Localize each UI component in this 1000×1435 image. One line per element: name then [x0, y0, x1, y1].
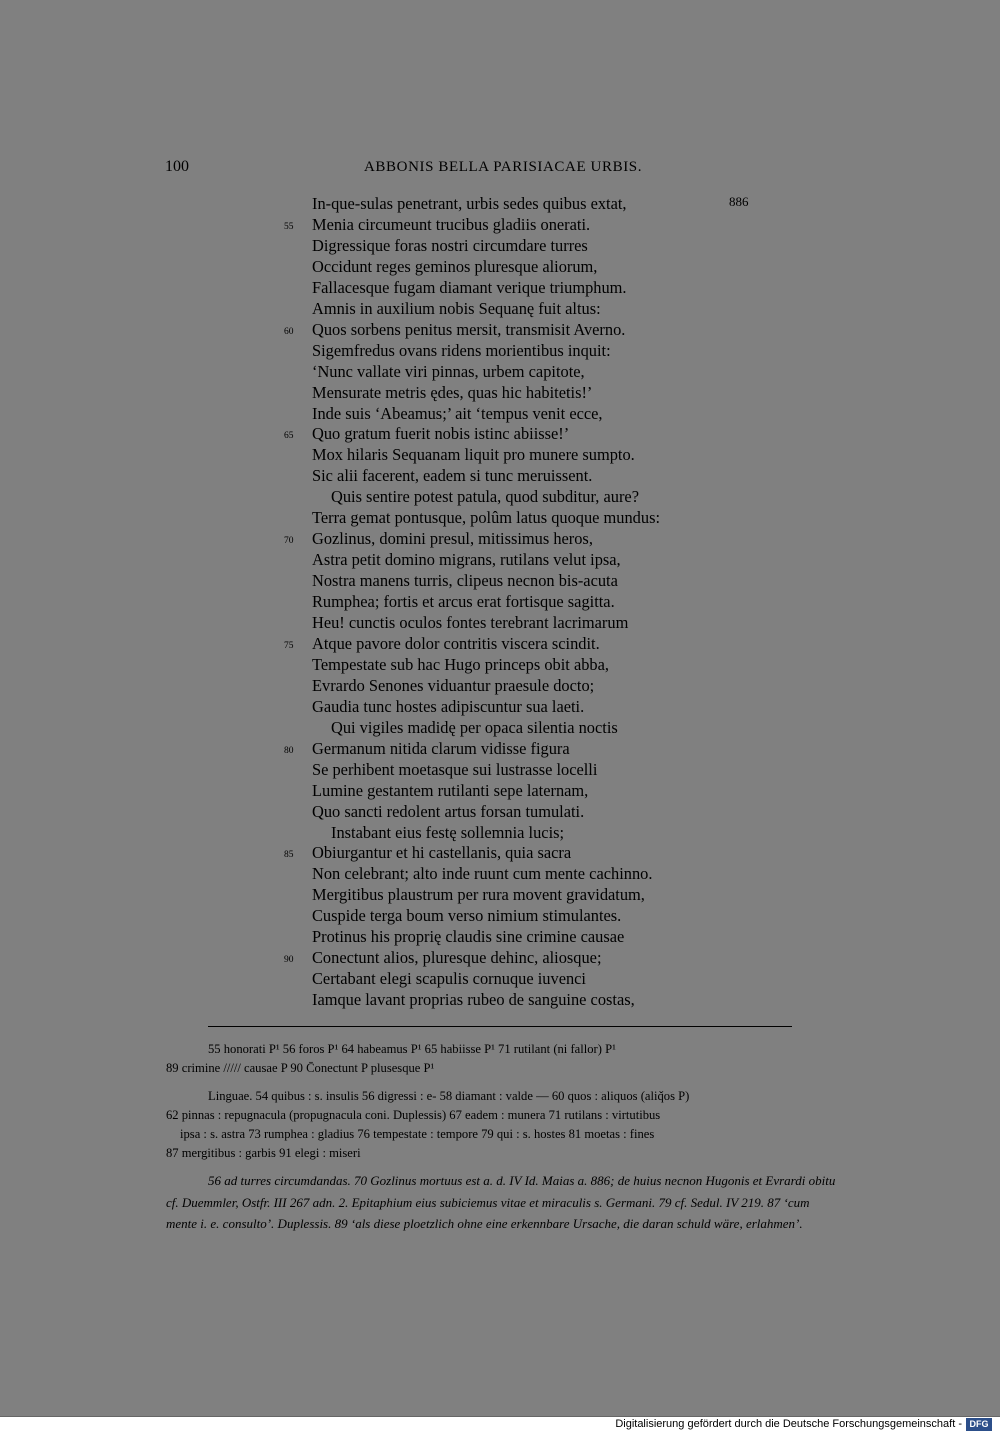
verse-line: Iamque lavant proprias rubeo de sanguine costas, — [312, 990, 635, 1009]
verse-line: Mergitibus plaustrum per rura movent gravidatum, — [312, 885, 645, 904]
footnote-rule — [208, 1026, 792, 1027]
verse-line: Se perhibent moetasque sui lustrasse locelli — [312, 760, 598, 779]
apparatus-text-1: 55 honorati P¹ 56 foros P¹ 64 habeamus P¹ 65 habiisse P¹ 71 rutilant (ni fallor) P¹ — [208, 1042, 616, 1056]
verse-line: Astra petit domino migrans, rutilans velut ipsa, — [312, 550, 621, 569]
gloss-text-2: 62 pinnas : repugnacula (propugnacula coni. Duplessis) 67 eadem : munera 71 rutilans : virtutibus — [166, 1108, 661, 1122]
gloss-line-1 — [166, 1087, 842, 1107]
verse-line: Quo gratum fuerit nobis istinc abiisse!’ — [312, 424, 570, 443]
verse-line: Fallacesque fugam diamant verique triumphum. — [312, 278, 627, 297]
verse-line-number: 70 — [284, 536, 294, 546]
verse-line: Tempestate sub hac Hugo princeps obit abba, — [312, 655, 609, 674]
verse-line: Amnis in auxilium nobis Sequanę fuit altus: — [312, 299, 601, 318]
verse-line: Nostra manens turris, clipeus necnon bis-acuta — [312, 571, 618, 590]
verse-line: Certabant elegi scapulis cornuque iuvenci — [312, 969, 586, 988]
verse-line-number: 80 — [284, 746, 294, 756]
verse-line: Instabant eius festę sollemnia lucis; — [331, 823, 565, 842]
year-marker: 886 — [729, 194, 749, 209]
verse-line: Non celebrant; alto inde ruunt cum mente cachinno. — [312, 864, 653, 883]
verse-line: Heu! cunctis oculos fontes terebrant lacrimarum — [312, 613, 629, 632]
footer-credit: Digitalisierung gefördert durch die Deutsche Forschungsgemeinschaft - — [615, 1418, 962, 1430]
gloss-text-4: 87 mergitibus : garbis 91 elegi : miseri — [166, 1146, 361, 1160]
verse-line: Terra gemat pontusque, polûm latus quoque mundus: — [312, 508, 661, 527]
verse-line: Evrardo Senones viduantur praesule docto; — [312, 676, 595, 695]
verse-line: Qui vigiles madidę per opaca silentia noctis — [331, 718, 618, 737]
gloss-line-3 — [166, 1125, 842, 1145]
verse-line-number: 60 — [284, 327, 294, 337]
verse-line: Mox hilaris Sequanam liquit pro munere sumpto. — [312, 445, 635, 464]
verse-line: Obiurgantur et hi castellanis, quia sacra — [312, 843, 572, 862]
verse-line: Quo sancti redolent artus forsan tumulati. — [312, 802, 585, 821]
verse-line-number: 55 — [284, 222, 294, 232]
apparatus-line-2 — [166, 1059, 842, 1079]
verse-line: Digressique foras nostri circumdare turres — [312, 236, 588, 255]
verse-line: Quos sorbens penitus mersit, transmisit Averno. — [312, 320, 626, 339]
verse-line: Germanum nitida clarum vidisse figura — [312, 739, 570, 758]
verse-line: In-que-sulas penetrant, urbis sedes quibus extat, — [312, 194, 627, 213]
gloss-line-2 — [166, 1106, 842, 1126]
verse-line-number: 65 — [284, 431, 294, 441]
verse-line: Gaudia tunc hostes adipiscuntur sua laeti. — [312, 697, 585, 716]
verse-line: Occidunt reges geminos pluresque aliorum, — [312, 257, 598, 276]
gloss-line-4 — [166, 1144, 842, 1164]
verse-line: Lumine gestantem rutilanti sepe laternam, — [312, 781, 589, 800]
dfg-logo: DFG — [966, 1418, 992, 1431]
commentary: 56 ad turres circumdandas. 70 Gozlinus mortuus est a. d. IV Id. Maias a. 886; de huius necnon Hugonis et Evrardi obitu cf. Duemmler, Ostfr. III 267 adn. 2. Epitaphium eius subiciemus vitae et miraculis s. Germani. 79 cf. Sedul. IV 219. 87 ‘cum mente i. e. consulto’. Duplessis. 89 ‘als diese ploetzlich ohne eine erkennbare Ursache, die daran schuld wäre, erlahmen’. — [166, 1173, 836, 1231]
verse-line-number: 90 — [284, 955, 294, 965]
verse-line: ‘Nunc vallate viri pinnas, urbem capitote, — [312, 362, 585, 381]
verse-line: Sic alii facerent, eadem si tunc meruissent. — [312, 466, 593, 485]
verse-line: Protinus his proprię claudis sine crimine causae — [312, 927, 625, 946]
verse-line: Quis sentire potest patula, quod subditur, aure? — [331, 487, 639, 506]
verse-line-number: 85 — [284, 850, 294, 860]
verse-line: Gozlinus, domini presul, mitissimus heros, — [312, 529, 593, 548]
gloss-text-1: Linguae. 54 quibus : s. insulis 56 digressi : e- 58 diamant : valde — 60 quos : aliquos (aliq̌os P) — [208, 1089, 690, 1103]
apparatus-line-1 — [166, 1040, 842, 1060]
verse-line: Rumphea; fortis et arcus erat fortisque sagitta. — [312, 592, 615, 611]
running-head: ABBONIS BELLA PARISIACAE URBIS. — [364, 159, 643, 175]
verse-line: Inde suis ‘Abeamus;’ ait ‘tempus venit ecce, — [312, 404, 603, 423]
apparatus-text-2: 89 crimine ///// causae P 90 C̄onectunt P plusesque P¹ — [166, 1061, 435, 1075]
gloss-text-3: ipsa : s. astra 73 rumphea : gladius 76 tempestate : tempore 79 qui : s. hostes 81 moetas : fines — [180, 1127, 655, 1141]
verse-line: Mensurate metris ędes, quas hic habitetis!’ — [312, 383, 593, 402]
verse-line: Atque pavore dolor contritis viscera scindit. — [312, 634, 600, 653]
verse-line-number: 75 — [284, 641, 294, 651]
verse-line: Conectunt alios, pluresque dehinc, aliosque; — [312, 948, 602, 967]
verse-line: Menia circumeunt trucibus gladiis onerati. — [312, 215, 591, 234]
page-number: 100 — [165, 158, 189, 175]
verse-line: Cuspide terga boum verso nimium stimulantes. — [312, 906, 622, 925]
verse-line: Sigemfredus ovans ridens morientibus inquit: — [312, 341, 611, 360]
